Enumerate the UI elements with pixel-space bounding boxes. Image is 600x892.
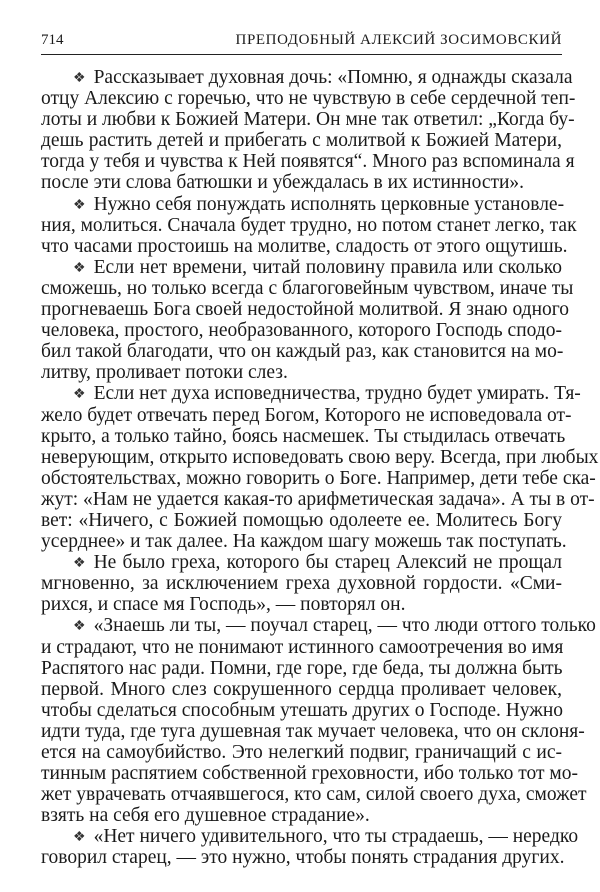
text-line: [41, 193, 565, 215]
page-body: [41, 67, 599, 869]
text-line: [41, 109, 575, 131]
ornament-icon: ❖: [73, 71, 86, 86]
paragraph: [41, 256, 574, 384]
text-line: [41, 742, 562, 763]
line-text: первой. Много слез сокрушенного сердца проливает человек,: [41, 678, 562, 700]
paragraph: [41, 826, 579, 869]
running-title: ПРЕПОДОБНЫЙ АЛЕКСИЙ ЗОСИМОВСКИЙ: [235, 32, 562, 48]
line-text: прогневаешь Бога своей недостойной молитвой. Я знаю одного: [41, 299, 570, 321]
line-text: мгновенно, за исключением греха духовной гордости. «Сми-: [41, 573, 562, 595]
line-text: Распятого нас ради. Помни, где горе, где беда, ты должна быть: [41, 657, 563, 679]
line-text: вет: «Ничего, с Божией помощью одолеете ее. Молитесь Богу: [41, 509, 562, 531]
text-line: [41, 805, 562, 826]
line-text: рихся, и спасе мя Господь», — повторял он.: [41, 594, 406, 616]
line-text: после эти слова батюшки и убеждалась в их истинности».: [41, 172, 525, 194]
text-line: [41, 404, 572, 426]
line-text: неверующим, открыто исповедовать свою веру. Всегда, при любых: [41, 446, 599, 468]
line-text: человека, простого, необразованного, которого Господь сподо-: [41, 320, 562, 342]
ornament-icon: ❖: [73, 556, 86, 572]
line-text: дешь растить детей и прибегать с молитвой к Божией Матери,: [41, 130, 562, 152]
ornament-icon: ❖: [73, 619, 86, 635]
line-text: бил такой благодати, что он каждый раз, как становится на мо-: [41, 341, 564, 363]
line-text: чтобы сделаться способным утешать других о Господе. Нужно: [41, 699, 564, 721]
text-line: [41, 594, 562, 615]
ornament-icon: ❖: [73, 387, 86, 403]
text-line: [41, 67, 573, 88]
line-text: тинным распятием собственной греховности, ибо только тот мо-: [41, 763, 578, 785]
text-line: [41, 341, 562, 362]
ornament-icon: ❖: [73, 830, 86, 846]
text-line: [41, 172, 562, 193]
line-text: литву, проливает потоки слез.: [41, 362, 288, 384]
line-text: отцу Алексию с горечью, что не чувствую в себе сердечной теп-: [41, 88, 576, 110]
text-line: [41, 151, 575, 173]
line-text: сможешь, но только всегда с благоговейным чувством, иначе ты: [41, 277, 574, 299]
text-line: [41, 277, 574, 299]
text-line: [41, 784, 587, 806]
text-line: [41, 763, 578, 785]
line-text: тогда у тебя и чувства к Ней появятся“. Много раз вспоминала я: [41, 151, 575, 173]
line-text: Не было греха, которого бы старец Алексий не прощал: [93, 552, 562, 574]
text-line: [41, 510, 562, 531]
line-text: «Нет ничего удивительного, что ты страдаешь, — нередко: [93, 826, 579, 848]
line-text: Рассказывает духовная дочь: «Помню, я однажды сказала: [93, 67, 573, 88]
text-line: [41, 552, 562, 573]
line-text: крыто, а только тайно, боясь насмешек. Ты стыдилась отвечать: [41, 425, 566, 447]
text-line: [41, 362, 562, 383]
line-text: ния, молиться. Сначала будет трудно, но потом станет легко, так: [41, 214, 577, 236]
line-text: лоты и любви к Божией Матери. Он мне так ответил: „Когда бу-: [41, 109, 575, 131]
line-text: «Знаешь ли ты, — поучал старец, — что люди оттого только: [93, 615, 596, 637]
text-line: [41, 573, 562, 594]
text-line: [41, 720, 585, 742]
line-text: и страдают, что не понимают истинного самоотречения во имя: [41, 636, 564, 658]
line-text: идти туда, где туга душевная так мучает человека, что он склоня-: [41, 720, 585, 742]
text-line: [41, 488, 595, 510]
text-line: [41, 658, 562, 679]
text-line: [41, 826, 579, 848]
paragraph: [41, 193, 577, 257]
line-text: усерднее» и так далее. На каждом шагу можешь так поступать.: [41, 531, 567, 553]
page-number: 714: [41, 32, 64, 48]
text-line: [41, 467, 596, 489]
text-line: [41, 637, 562, 658]
ornament-icon: ❖: [73, 197, 86, 213]
text-line: [41, 130, 562, 151]
text-line: [41, 700, 562, 721]
line-text: Нужно себя понуждать исполнять церковные установле-: [93, 193, 565, 215]
paragraph: [41, 383, 599, 553]
text-line: [41, 88, 576, 110]
paragraph: [41, 67, 576, 194]
text-line: [41, 320, 562, 341]
paragraph: [41, 615, 596, 827]
text-line: [41, 257, 562, 278]
line-text: жело будет отвечать перед Богом, Которого не исповедовала от-: [41, 404, 572, 426]
line-text: ется на самоубийство. Это нелегкий подвиг, граничащий с ис-: [41, 742, 562, 763]
text-line: [41, 425, 566, 447]
text-line: [41, 214, 577, 236]
text-line: [41, 446, 599, 468]
line-text: говорил старец, — это нужно, чтобы понять страдания других.: [41, 847, 565, 869]
ornament-icon: ❖: [73, 260, 86, 276]
text-line: [41, 299, 570, 321]
line-text: жут: «Нам не удается какая-то арифметическая задача». А ты в от-: [41, 488, 595, 510]
running-header: [41, 30, 562, 55]
line-text: обстоятельствах, можно говорить о Боге. Например, дети тебе ска-: [41, 467, 596, 489]
text-line: [41, 679, 562, 700]
text-line: [41, 847, 565, 869]
text-line: [41, 615, 596, 637]
line-text: взять на себя его душевное страдание».: [41, 805, 370, 827]
text-line: [41, 531, 567, 553]
paragraph: [41, 552, 562, 615]
text-line: [41, 235, 568, 257]
text-line: [41, 383, 581, 405]
line-text: что часами простоишь на молитве, сладость от этого ощутишь.: [41, 235, 568, 257]
line-text: жет уврачевать отчаявшегося, кто сам, силой своего духа, сможет: [41, 784, 587, 806]
line-text: Если нет духа исповедничества, трудно будет умирать. Тя-: [93, 383, 581, 405]
line-text: Если нет времени, читай половину правила или сколько: [93, 256, 562, 278]
